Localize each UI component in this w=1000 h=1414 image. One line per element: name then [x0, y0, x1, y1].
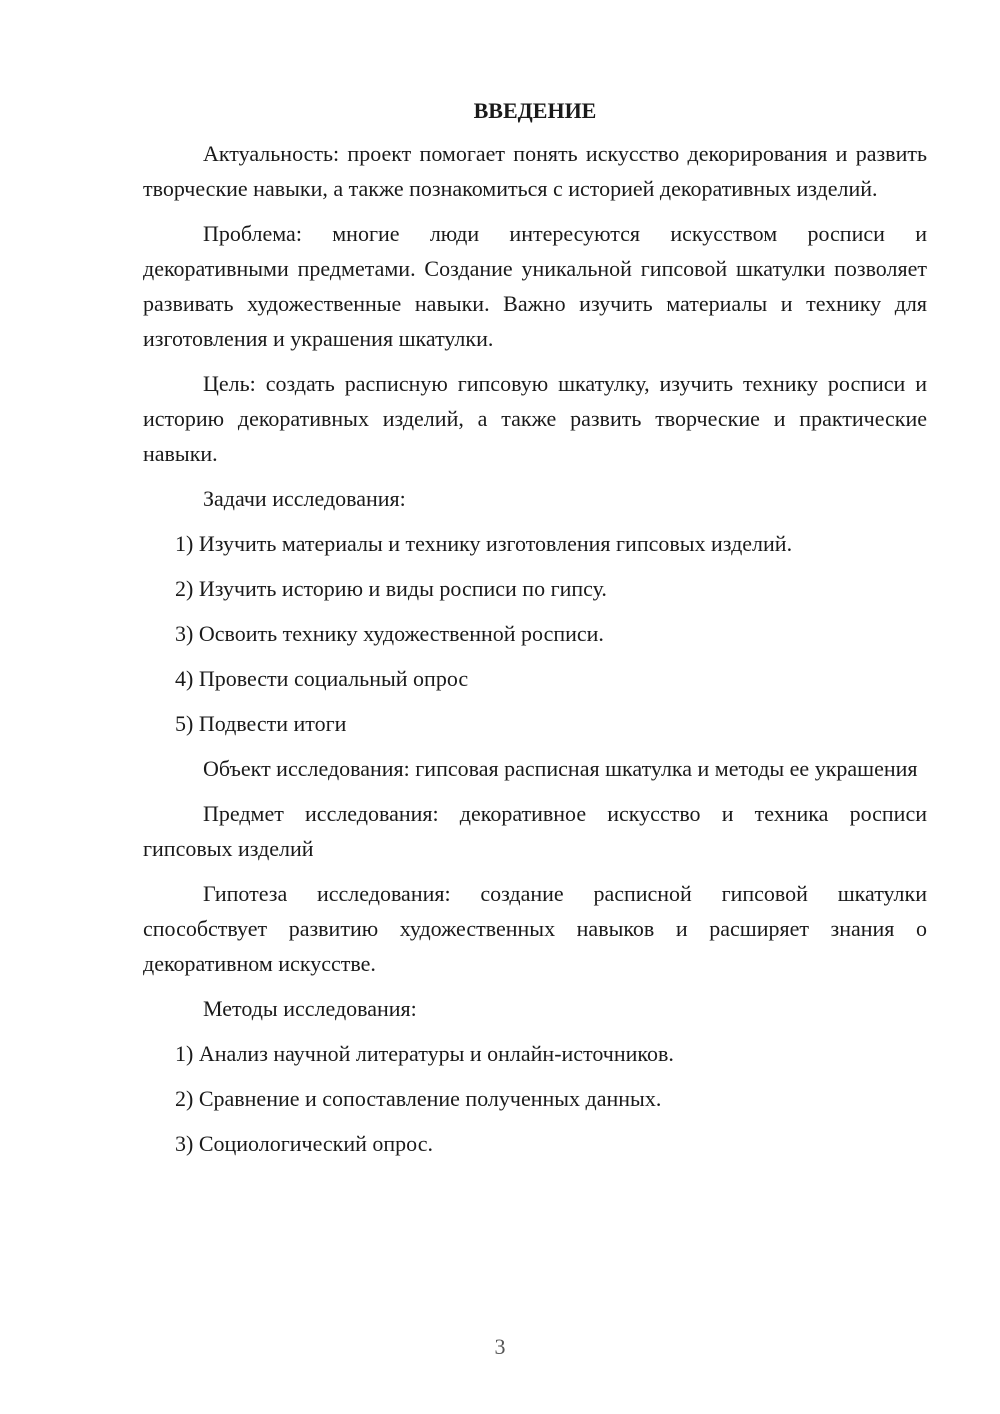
method-item: 2) Сравнение и сопоставление полученных данных. — [175, 1086, 662, 1111]
task-item: 1) Изучить материалы и технику изготовления гипсовых изделий. — [175, 531, 793, 556]
problem-paragraph: Проблема: многие люди интересуются искусством росписи и декоративными предметами. Создание уникальной гипсовой шкатулки позволяет развивать художественные навыки. Важно изучить материалы и технику для изготовления и украшения шкатулки. — [143, 221, 927, 351]
hypothesis-paragraph: Гипотеза исследования: создание расписной гипсовой шкатулки способствует развитию художественных навыков и расширяет знания о декоративном искусстве. — [143, 881, 927, 976]
goal-paragraph: Цель: создать расписную гипсовую шкатулку, изучить технику росписи и историю декоративных изделий, а также развить творческие и практические навыки. — [143, 371, 927, 466]
section-heading: ВВЕДЕНИЕ — [473, 98, 597, 123]
tasks-title: Задачи исследования: — [203, 486, 406, 511]
methods-list — [143, 1036, 927, 1161]
page-number: 3 — [494, 1334, 506, 1359]
methods-title: Методы исследования: — [203, 996, 417, 1021]
document-page — [143, 96, 927, 1171]
task-item: 4) Провести социальный опрос — [175, 666, 469, 691]
task-item: 3) Освоить технику художественной росписи. — [175, 621, 604, 646]
task-item: 5) Подвести итоги — [175, 711, 347, 736]
task-item: 2) Изучить историю и виды росписи по гипсу. — [175, 576, 607, 601]
method-item: 3) Социологический опрос. — [175, 1131, 433, 1156]
object-paragraph: Объект исследования: гипсовая расписная шкатулка и методы ее украшения — [203, 756, 918, 781]
method-item: 1) Анализ научной литературы и онлайн-источников. — [175, 1041, 674, 1066]
tasks-list — [143, 526, 927, 741]
relevance-paragraph: Актуальность: проект помогает понять искусство декорирования и развить творческие навыки, а также познакомиться с историей декоративных изделий. — [143, 141, 927, 201]
subject-paragraph: Предмет исследования: декоративное искусство и техника росписи гипсовых изделий — [143, 801, 927, 861]
